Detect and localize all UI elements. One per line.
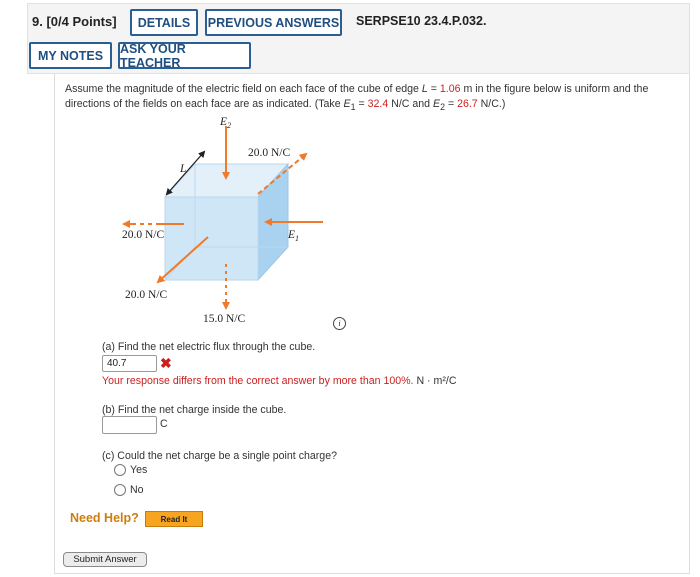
info-icon[interactable]: i	[333, 317, 346, 330]
part-b-unit: C	[160, 418, 168, 430]
question-number-text: 9.	[32, 14, 43, 29]
e2-symbol: E	[433, 98, 441, 110]
question-number	[32, 14, 117, 29]
edge-length-label: L	[180, 163, 187, 175]
radio-no-label: No	[130, 484, 144, 496]
submit-answer-button[interactable]: Submit Answer	[63, 552, 147, 567]
bottom-left-field-label: 20.0 N/C	[125, 289, 168, 301]
radio-yes[interactable]	[114, 464, 126, 476]
cube-front-face	[165, 197, 258, 280]
e1-symbol: E	[343, 98, 351, 110]
radio-yes-label: Yes	[130, 464, 148, 476]
prompt-text: N/C.)	[477, 98, 506, 110]
part-b-question: (b) Find the net charge inside the cube.	[102, 404, 287, 416]
e1-label: $E_1$	[288, 229, 300, 243]
my-notes-button[interactable]: MY NOTES	[29, 42, 112, 69]
prompt-equals: =	[445, 98, 458, 110]
part-a-answer-input[interactable]: 40.7	[102, 355, 157, 372]
prompt-equals: =	[355, 98, 368, 110]
incorrect-icon: ✖	[160, 355, 172, 371]
question-code: SERPSE10 23.4.P.032.	[356, 14, 487, 28]
cube-field-figure	[110, 112, 340, 322]
previous-answers-button[interactable]: PREVIOUS ANSWERS	[205, 9, 342, 36]
bottom-field-label: 15.0 N/C	[203, 313, 246, 322]
radio-no[interactable]	[114, 484, 126, 496]
points-text: [0/4 Points]	[46, 14, 117, 29]
ask-teacher-button[interactable]: ASK YOUR TEACHER	[118, 42, 251, 69]
part-b-answer-input[interactable]	[102, 416, 157, 434]
e2-value: 26.7	[457, 98, 478, 110]
prompt-text: Assume the magnitude of the electric field on each face of the cube of edge	[65, 83, 422, 95]
part-a-unit: N · m²/C	[416, 375, 457, 387]
prompt-text: N/C and	[388, 98, 433, 110]
part-a-question: (a) Find the net electric flux through the cube.	[102, 341, 316, 353]
problem-statement	[65, 82, 665, 115]
part-a-feedback	[102, 375, 456, 387]
e2-subscript: 2	[440, 102, 445, 113]
e2-label: $E_2$	[220, 116, 232, 130]
read-it-button[interactable]: Read It	[145, 511, 203, 527]
part-a-feedback-text: Your response differs from the correct answer by more than 100%.	[102, 375, 414, 387]
prompt-equals: =	[427, 83, 440, 95]
left-field-label: 20.0 N/C	[122, 229, 165, 241]
prompt-text: m in the figure below is uniform and the directions of the fields on each face are as indicated. (Take	[65, 83, 649, 110]
e1-subscript: 1	[350, 102, 356, 113]
details-button[interactable]: DETAILS	[130, 9, 198, 36]
part-c-question: (c) Could the net charge be a single point charge?	[102, 450, 337, 462]
need-help-label: Need Help?	[70, 511, 139, 525]
edge-value: 1.06	[439, 83, 461, 95]
e1-value: 32.4	[367, 98, 389, 110]
top-right-field-label: 20.0 N/C	[248, 147, 291, 159]
edge-symbol: L	[421, 83, 428, 95]
